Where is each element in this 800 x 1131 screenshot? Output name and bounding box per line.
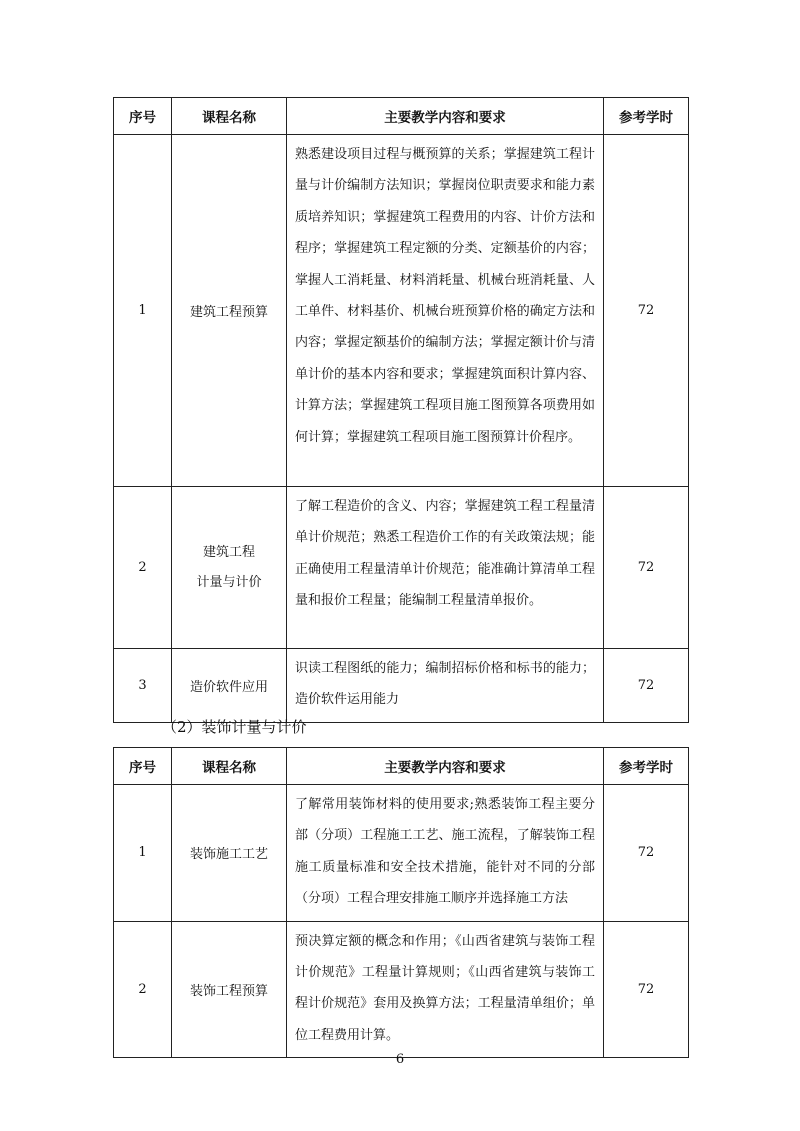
content-cell: 了解工程造价的含义、内容；掌握建筑工程工程量清单计价规范；熟悉工程造价工作的有关政策法规；能正确使用工程量清单计价规范；能准确计算清单工程量和报价工程量；能编制工程量清单报价。 [287,487,604,649]
header-hours: 参考学时 [604,98,689,135]
course-cell: 装饰工程预算 [172,921,287,1058]
seq-cell: 2 [114,487,172,649]
hours-cell: 72 [604,135,689,487]
content-cell: 了解常用装饰材料的使用要求;熟悉装饰工程主要分部（分项）工程施工工艺、施工流程，了解装饰工程施工质量标准和安全技术措施，能针对不同的分部（分项）工程合理安排施工顺序并选择施工方法 [287,785,604,922]
header-course: 课程名称 [172,98,287,135]
hours-cell: 72 [604,649,689,723]
content-cell: 熟悉建设项目过程与概预算的关系；掌握建筑工程计量与计价编制方法知识；掌握岗位职责要求和能力素质培养知识；掌握建筑工程费用的内容、计价方法和程序；掌握建筑工程定额的分类、定额基价的内容；掌握人工消耗量、材料消耗量、机械台班消耗量、人工单件、材料基价、机械台班预算价格的确定方法和内容；掌握定额基价的编制方法；掌握定额计价与清单计价的基本内容和要求；掌握建筑面积计算内容、计算方法；掌握建筑工程项目施工图预算各项费用如何计算；掌握建筑工程项目施工图预算计价程序。 [287,135,604,487]
hours-cell: 72 [604,921,689,1058]
table-row [114,921,689,1058]
table-header-row [114,748,689,785]
course-table-1 [113,97,689,723]
content-cell: 预决算定额的概念和作用；《山西省建筑与装饰工程计价规范》工程量计算规则；《山西省建筑与装饰工程计价规范》套用及换算方法；工程量清单组价；单位工程费用计算。 [287,921,604,1058]
header-content: 主要教学内容和要求 [287,98,604,135]
header-seq: 序号 [114,98,172,135]
content-cell: 识读工程图纸的能力；编制招标价格和标书的能力；造价软件运用能力 [287,649,604,723]
seq-cell: 2 [114,921,172,1058]
table-row [114,135,689,487]
header-hours: 参考学时 [604,748,689,785]
header-course: 课程名称 [172,748,287,785]
hours-cell: 72 [604,487,689,649]
seq-cell: 1 [114,135,172,487]
page-number: 6 [395,1052,405,1067]
course-cell: 装饰施工工艺 [172,785,287,922]
header-content: 主要教学内容和要求 [287,748,604,785]
header-seq: 序号 [114,748,172,785]
table-header-row [114,98,689,135]
course-line: 计量与计价 [196,574,262,590]
course-cell [172,487,287,649]
table-row [114,487,689,649]
course-cell: 建筑工程预算 [172,135,287,487]
course-line: 建筑工程 [202,544,255,560]
section-caption: （2）装饰计量与计价 [162,718,307,736]
seq-cell: 1 [114,785,172,922]
course-cell: 造价软件应用 [172,649,287,723]
seq-cell: 3 [114,649,172,723]
table-row [114,785,689,922]
hours-cell: 72 [604,785,689,922]
course-table-2 [113,747,689,1058]
table-row [114,649,689,723]
